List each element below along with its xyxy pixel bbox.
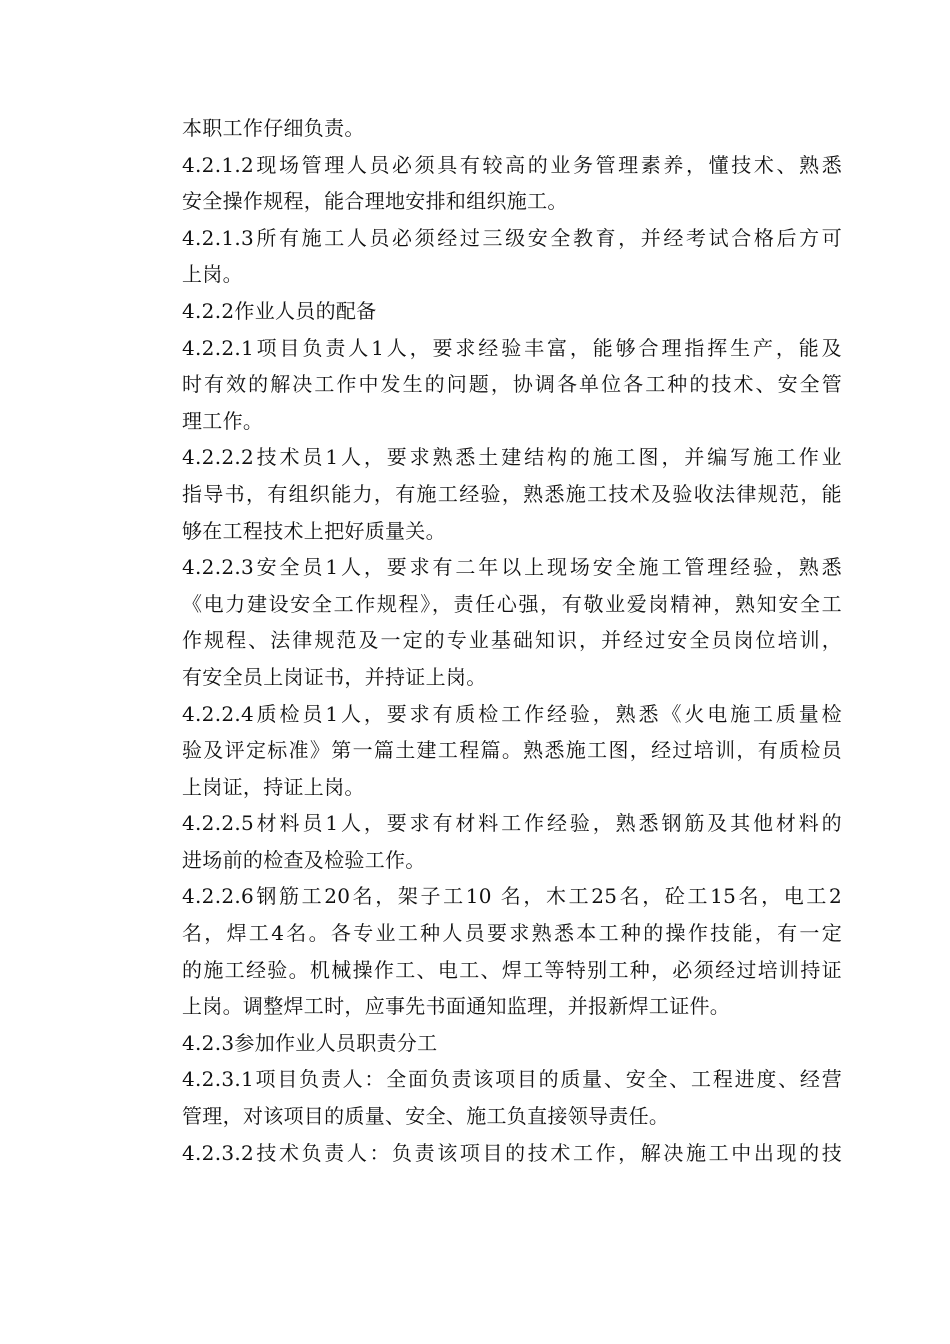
text-line: 4.2.2作业人员的配备: [182, 298, 377, 323]
text-line: 理工作。: [182, 408, 264, 433]
text-line: 够在工程技术上把好质量关。: [182, 518, 446, 543]
text-line: 管理，对该项目的质量、安全、施工负直接领导责任。: [182, 1104, 670, 1129]
text-line: 验及评定标准》第一篇土建工程篇。熟悉施工图，经过培训，有质检员: [182, 738, 842, 763]
text-line: 上岗证，持证上岗。: [182, 774, 365, 799]
text-line: 4.2.2.2技术员1人，要求熟悉土建结构的施工图，并编写施工作业: [182, 445, 842, 470]
text-line: 指导书，有组织能力，有施工经验，熟悉施工技术及验收法律规范，能: [182, 481, 842, 506]
text-line: 4.2.1.3所有施工人员必须经过三级安全教育，并经考试合格后方可: [182, 225, 842, 250]
text-line: 4.2.2.6钢筋工20名，架子工10 名，木工25名，砼工15名，电工2: [182, 884, 842, 909]
text-line: 4.2.2.1项目负责人1人，要求经验丰富，能够合理指挥生产，能及: [182, 335, 842, 360]
text-line: 上岗。: [182, 262, 243, 287]
text-line: 作规程、法律规范及一定的专业基础知识，并经过安全员岗位培训，: [182, 628, 842, 653]
text-line: 名，焊工4名。各专业工种人员要求熟悉本工种的操作技能，有一定: [182, 921, 842, 946]
text-line: 安全操作规程，能合理地安排和组织施工。: [182, 189, 568, 214]
text-line: 4.2.3参加作业人员职责分工: [182, 1030, 438, 1055]
text-line: 本职工作仔细负责。: [182, 116, 365, 140]
text-line: 时有效的解决工作中发生的问题，协调各单位各工种的技术、安全管: [182, 372, 842, 397]
text-line: 的施工经验。机械操作工、电工、焊工等特别工种，必须经过培训持证: [182, 957, 842, 982]
text-line: 上岗。调整焊工时，应事先书面通知监理，并报新焊工证件。: [182, 994, 731, 1019]
text-line: 4.2.1.2现场管理人员必须具有较高的业务管理素养，懂技术、熟悉: [182, 152, 842, 177]
text-line: 进场前的检查及检验工作。: [182, 847, 426, 872]
text-line: 4.2.3.1项目负责人：全面负责该项目的质量、安全、工程进度、经营: [182, 1067, 842, 1092]
document-body: [182, 110, 842, 1171]
text-line: 有安全员上岗证书，并持证上岗。: [182, 664, 487, 689]
text-line: 4.2.3.2技术负责人：负责该项目的技术工作，解决施工中出现的技: [182, 1140, 842, 1165]
text-line: 4.2.2.4质检员1人，要求有质检工作经验，熟悉《火电施工质量检: [182, 701, 842, 726]
text-line: 《电力建设安全工作规程》，责任心强，有敬业爱岗精神，熟知安全工: [182, 591, 842, 616]
text-line: 4.2.2.3安全员1人，要求有二年以上现场安全施工管理经验，熟悉: [182, 555, 842, 580]
text-line: 4.2.2.5材料员1人，要求有材料工作经验，熟悉钢筋及其他材料的: [182, 811, 842, 836]
